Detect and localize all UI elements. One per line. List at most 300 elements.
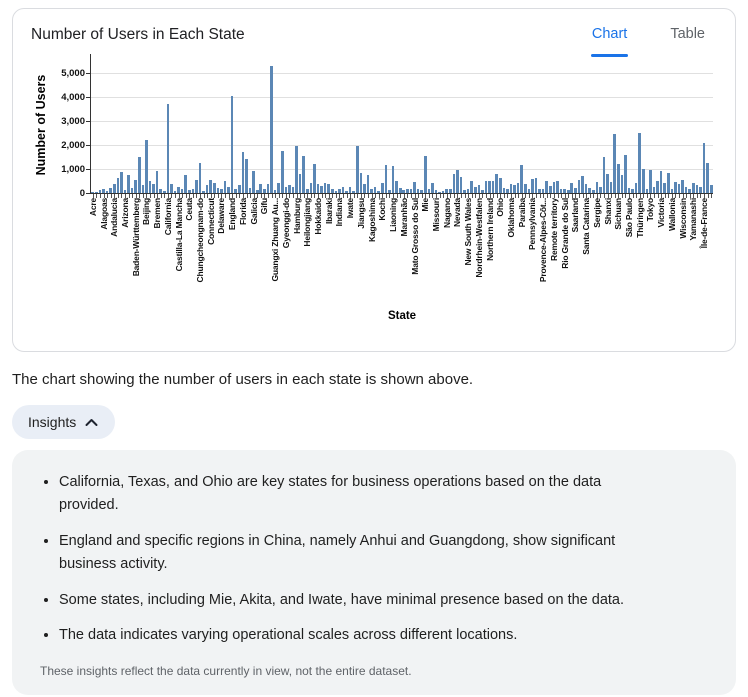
bar[interactable] <box>478 185 481 193</box>
bar[interactable] <box>481 190 484 193</box>
bar[interactable] <box>149 181 152 193</box>
bar[interactable] <box>663 183 666 193</box>
bar[interactable] <box>492 181 495 193</box>
x-tick-label: Mie <box>420 198 431 212</box>
bar[interactable] <box>538 189 541 193</box>
x-axis-tick <box>650 194 651 198</box>
bar[interactable] <box>206 185 209 193</box>
chevron-up-icon <box>85 418 98 427</box>
bar[interactable] <box>267 184 270 193</box>
x-axis-tick <box>461 194 462 198</box>
bar[interactable] <box>152 184 155 193</box>
x-axis-tick <box>561 194 562 198</box>
bar[interactable] <box>106 191 109 193</box>
bar[interactable] <box>360 173 363 193</box>
bar[interactable] <box>567 190 570 193</box>
bar[interactable] <box>263 189 266 193</box>
x-axis-tick <box>347 194 348 198</box>
bar[interactable] <box>156 171 159 193</box>
x-axis-tick <box>515 194 516 198</box>
bar[interactable] <box>370 189 373 193</box>
bar[interactable] <box>610 182 613 193</box>
bar[interactable] <box>585 184 588 193</box>
x-tick-label: Delaware <box>216 198 227 234</box>
bar[interactable] <box>388 190 391 193</box>
bar[interactable] <box>653 187 656 193</box>
bar[interactable] <box>424 156 427 193</box>
bar[interactable] <box>638 133 641 193</box>
x-axis-tick <box>343 194 344 198</box>
x-axis-tick <box>429 194 430 198</box>
bar[interactable] <box>177 187 180 193</box>
bar[interactable] <box>460 177 463 193</box>
x-axis-tick <box>490 194 491 198</box>
bar[interactable] <box>274 190 277 193</box>
bar[interactable] <box>127 175 130 193</box>
bar[interactable] <box>281 151 284 193</box>
bar[interactable] <box>524 184 527 193</box>
bar[interactable] <box>488 181 491 193</box>
x-axis-tick <box>268 194 269 198</box>
x-tick-label: Gifu <box>259 198 270 215</box>
x-axis-tick <box>125 194 126 198</box>
x-tick-label: Victoria <box>656 198 667 228</box>
x-axis-tick <box>336 194 337 198</box>
x-axis-tick <box>357 194 358 198</box>
x-axis-tick <box>554 194 555 198</box>
x-tick-label: Andalucia <box>109 198 120 237</box>
tab-table[interactable] <box>670 26 705 44</box>
bar[interactable] <box>588 188 591 193</box>
x-axis-tick <box>625 194 626 198</box>
x-tick-label: Pennsylvania <box>527 198 538 250</box>
x-tick-label: Guangxi Zhuang Au... <box>270 198 281 282</box>
bar[interactable] <box>199 163 202 193</box>
x-tick-label: Florida <box>237 198 248 225</box>
bar[interactable] <box>535 178 538 193</box>
bar[interactable] <box>549 186 552 193</box>
x-tick-label: Wisconsin <box>677 198 688 239</box>
insight-bullet: • The data indicates varying operational scales across different locations. <box>59 624 647 647</box>
bar[interactable] <box>520 165 523 193</box>
bar[interactable] <box>528 189 531 193</box>
x-axis-tick <box>372 194 373 198</box>
bar[interactable] <box>324 183 327 193</box>
gridline <box>91 97 713 98</box>
bar[interactable] <box>621 175 624 193</box>
bar[interactable] <box>635 183 638 193</box>
bar[interactable] <box>245 159 248 193</box>
x-axis-tick <box>297 194 298 198</box>
bar[interactable] <box>331 189 334 193</box>
bar[interactable] <box>234 189 237 193</box>
bar[interactable] <box>377 191 380 193</box>
x-tick-label: Castilla-La Mancha <box>173 198 184 272</box>
bar[interactable] <box>342 187 345 193</box>
bar[interactable] <box>317 184 320 193</box>
bar[interactable] <box>345 191 348 193</box>
insights-button-label: Insights <box>28 414 77 430</box>
x-tick-label: São Paulo <box>623 198 634 238</box>
bar[interactable] <box>192 189 195 193</box>
bar[interactable] <box>431 183 434 193</box>
x-axis-tick <box>93 194 94 198</box>
bar[interactable] <box>109 188 112 193</box>
bar[interactable] <box>249 188 252 193</box>
bar[interactable] <box>231 96 234 193</box>
bar[interactable] <box>442 191 445 193</box>
bar[interactable] <box>556 181 559 193</box>
x-axis-tick <box>411 194 412 198</box>
x-axis-tick <box>547 194 548 198</box>
x-axis-tick <box>600 194 601 198</box>
bar[interactable] <box>292 187 295 193</box>
bar[interactable] <box>685 187 688 193</box>
x-axis-tick <box>615 194 616 198</box>
bar[interactable] <box>277 183 280 193</box>
bar[interactable] <box>613 134 616 193</box>
bar[interactable] <box>120 172 123 193</box>
bar[interactable] <box>710 185 713 193</box>
x-axis-tick <box>633 194 634 198</box>
bar[interactable] <box>102 189 105 193</box>
x-axis-tick <box>472 194 473 198</box>
bar[interactable] <box>681 180 684 193</box>
bar[interactable] <box>181 189 184 193</box>
x-axis-tick <box>597 194 598 198</box>
bar[interactable] <box>699 187 702 193</box>
x-tick-label: Nordrhein-Westfalen <box>473 198 484 278</box>
bar[interactable] <box>467 189 470 193</box>
bar[interactable] <box>124 190 127 193</box>
x-axis-tick <box>636 194 637 198</box>
y-tick-label: 3,000 <box>61 116 85 127</box>
bar[interactable] <box>499 178 502 193</box>
x-axis-tick <box>214 194 215 198</box>
bar[interactable] <box>531 179 534 193</box>
x-axis-tick <box>150 194 151 198</box>
bar[interactable] <box>113 184 116 193</box>
x-tick-label: Baden-Württemberg <box>130 198 141 277</box>
x-axis-tick <box>407 194 408 198</box>
x-axis-tick <box>350 194 351 198</box>
card-header <box>13 9 735 44</box>
bar[interactable] <box>142 185 145 193</box>
x-axis-tick <box>422 194 423 198</box>
bar[interactable] <box>95 192 98 193</box>
bar[interactable] <box>184 175 187 193</box>
x-axis-tick <box>104 194 105 198</box>
bar[interactable] <box>252 171 255 193</box>
bar[interactable] <box>420 190 423 193</box>
bar[interactable] <box>327 184 330 193</box>
bar[interactable] <box>570 183 573 193</box>
bar[interactable] <box>392 166 395 193</box>
bar[interactable] <box>599 187 602 193</box>
x-axis-tick <box>261 194 262 198</box>
x-axis-tick <box>107 194 108 198</box>
bar[interactable] <box>399 188 402 193</box>
x-axis-tick <box>686 194 687 198</box>
bar[interactable] <box>356 146 359 193</box>
bar[interactable] <box>560 189 563 193</box>
x-axis-tick <box>690 194 691 198</box>
bar[interactable] <box>313 164 316 193</box>
bar[interactable] <box>310 183 313 193</box>
x-axis-tick <box>161 194 162 198</box>
x-axis-tick <box>243 194 244 198</box>
bar[interactable] <box>453 174 456 193</box>
x-axis-tick <box>239 194 240 198</box>
x-tick-label: Alagoas <box>98 198 109 230</box>
bar[interactable] <box>667 173 670 193</box>
bar[interactable] <box>195 180 198 193</box>
bar[interactable] <box>299 174 302 193</box>
bar[interactable] <box>134 180 137 193</box>
x-axis-tick <box>143 194 144 198</box>
x-axis-tick <box>525 194 526 198</box>
y-tick-label: 1,000 <box>61 164 85 175</box>
bar[interactable] <box>167 104 170 193</box>
bar[interactable] <box>285 187 288 193</box>
x-axis-tick <box>139 194 140 198</box>
bar[interactable] <box>574 188 577 193</box>
x-axis-tick <box>704 194 705 198</box>
bar[interactable] <box>174 191 177 193</box>
bar[interactable] <box>510 184 513 193</box>
bar[interactable] <box>338 189 341 193</box>
bar[interactable] <box>209 180 212 193</box>
bar[interactable] <box>352 191 355 193</box>
bar[interactable] <box>445 189 448 193</box>
bar[interactable] <box>660 171 663 193</box>
bar[interactable] <box>470 181 473 193</box>
x-axis-tick <box>486 194 487 198</box>
bar[interactable] <box>349 187 352 193</box>
x-tick-label: Arizona <box>119 198 130 228</box>
bar[interactable] <box>202 191 205 193</box>
bar[interactable] <box>335 191 338 193</box>
x-axis-tick <box>493 194 494 198</box>
x-axis-tick <box>389 194 390 198</box>
x-axis-tick <box>196 194 197 198</box>
bar[interactable] <box>631 189 634 193</box>
x-axis-tick <box>665 194 666 198</box>
bar[interactable] <box>131 188 134 193</box>
bar[interactable] <box>217 188 220 193</box>
tab-chart[interactable] <box>592 26 627 44</box>
bar[interactable] <box>456 170 459 193</box>
y-axis-line <box>90 54 91 194</box>
bar[interactable] <box>381 183 384 193</box>
bar[interactable] <box>410 189 413 193</box>
bar[interactable] <box>674 182 677 193</box>
x-axis-tick <box>622 194 623 198</box>
x-axis-title: State <box>387 310 417 322</box>
bar[interactable] <box>545 181 548 193</box>
x-tick-label: Mato Grosso do Sul <box>409 198 420 275</box>
x-tick-label: New South Wales <box>463 198 474 266</box>
x-axis-tick <box>121 194 122 198</box>
bar[interactable] <box>242 152 245 193</box>
bar[interactable] <box>159 189 162 193</box>
bar[interactable] <box>503 188 506 193</box>
bar[interactable] <box>91 192 94 193</box>
bar[interactable] <box>553 182 556 193</box>
bar[interactable] <box>435 190 438 193</box>
chart-caption: The chart showing the number of users in each state is shown above. <box>12 371 474 388</box>
x-axis-tick <box>171 194 172 198</box>
x-axis-tick <box>279 194 280 198</box>
bar[interactable] <box>145 140 148 193</box>
bar[interactable] <box>306 189 309 193</box>
bar[interactable] <box>163 191 166 193</box>
x-axis-tick <box>289 194 290 198</box>
bar[interactable] <box>99 190 102 193</box>
bar[interactable] <box>678 184 681 193</box>
x-axis-tick <box>200 194 201 198</box>
bar[interactable] <box>320 186 323 193</box>
bar[interactable] <box>374 187 377 193</box>
x-axis-tick <box>300 194 301 198</box>
bar[interactable] <box>706 163 709 193</box>
insight-bullet: • Some states, including Mie, Akita, and Iwate, have minimal presence based on the data. <box>59 589 647 612</box>
bar[interactable] <box>438 192 441 193</box>
x-axis-tick <box>250 194 251 198</box>
x-tick-label: Oklahoma <box>506 198 517 238</box>
bar[interactable] <box>506 189 509 193</box>
card-title: Number of Users in Each State <box>31 26 245 43</box>
bar[interactable] <box>649 170 652 193</box>
bar[interactable] <box>188 190 191 193</box>
bar[interactable] <box>385 165 388 193</box>
bar[interactable] <box>270 66 273 193</box>
bar[interactable] <box>581 176 584 193</box>
bar[interactable] <box>295 146 298 193</box>
x-axis-tick <box>679 194 680 198</box>
bar[interactable] <box>474 187 477 193</box>
x-axis-tick <box>164 194 165 198</box>
bar[interactable] <box>259 184 262 193</box>
x-axis-tick <box>529 194 530 198</box>
bar[interactable] <box>703 143 706 193</box>
x-axis-tick <box>282 194 283 198</box>
x-tick-label: Maranhão <box>398 198 409 237</box>
bar[interactable] <box>213 183 216 193</box>
insight-bullet: • England and specific regions in China, namely Anhui and Guangdong, show significant business activity. <box>59 530 647 577</box>
bar[interactable] <box>696 185 699 193</box>
bar[interactable] <box>656 181 659 193</box>
x-tick-label: Chungcheongnam-do <box>195 198 206 283</box>
bar[interactable] <box>513 185 516 193</box>
bar[interactable] <box>138 157 141 193</box>
bar[interactable] <box>413 182 416 193</box>
bar[interactable] <box>495 174 498 193</box>
x-axis-tick <box>654 194 655 198</box>
bar[interactable] <box>642 169 645 193</box>
x-axis-tick <box>504 194 505 198</box>
y-tick-label: 2,000 <box>61 140 85 151</box>
bar[interactable] <box>517 183 520 193</box>
x-axis-tick <box>479 194 480 198</box>
bar[interactable] <box>428 189 431 193</box>
bar[interactable] <box>367 175 370 193</box>
bar[interactable] <box>463 190 466 193</box>
bar[interactable] <box>671 189 674 193</box>
bar[interactable] <box>563 189 566 193</box>
x-axis-tick <box>536 194 537 198</box>
bar[interactable] <box>596 182 599 193</box>
x-axis-tick <box>418 194 419 198</box>
bar[interactable] <box>542 189 545 193</box>
bar[interactable] <box>220 189 223 193</box>
bar[interactable] <box>363 184 366 193</box>
bar[interactable] <box>170 184 173 193</box>
x-axis-tick <box>154 194 155 198</box>
bar[interactable] <box>238 185 241 193</box>
x-axis-tick <box>593 194 594 198</box>
x-axis-tick <box>393 194 394 198</box>
bar[interactable] <box>603 157 606 193</box>
x-axis-tick <box>307 194 308 198</box>
x-tick-label: Sergipe <box>591 198 602 228</box>
bar[interactable] <box>227 187 230 193</box>
bar[interactable] <box>628 188 631 193</box>
bar[interactable] <box>302 156 305 193</box>
x-tick-label: Iwate <box>345 198 356 219</box>
bar[interactable] <box>402 190 405 193</box>
bar[interactable] <box>617 164 620 193</box>
bar[interactable] <box>417 189 420 193</box>
bar[interactable] <box>485 181 488 193</box>
x-axis-tick <box>700 194 701 198</box>
x-axis-tick <box>314 194 315 198</box>
bar[interactable] <box>606 174 609 193</box>
x-axis-tick <box>443 194 444 198</box>
x-axis-tick <box>136 194 137 198</box>
bar[interactable] <box>449 189 452 193</box>
bar[interactable] <box>692 183 695 193</box>
insights-toggle-button[interactable] <box>12 405 115 439</box>
x-tick-label: Ceuta <box>184 198 195 221</box>
x-axis-tick <box>325 194 326 198</box>
bar[interactable] <box>646 189 649 193</box>
bar[interactable] <box>406 189 409 193</box>
x-axis-tick <box>683 194 684 198</box>
bar[interactable] <box>592 190 595 193</box>
bar[interactable] <box>578 180 581 193</box>
x-axis-tick <box>221 194 222 198</box>
x-tick-label: Missouri <box>430 198 441 232</box>
x-axis-tick <box>647 194 648 198</box>
bar[interactable] <box>224 181 227 193</box>
bar[interactable] <box>688 189 691 193</box>
bar[interactable] <box>288 185 291 193</box>
x-axis-tick <box>193 194 194 198</box>
x-axis-tick <box>447 194 448 198</box>
x-tick-label: Kagoshima <box>366 198 377 243</box>
x-axis-tick <box>604 194 605 198</box>
x-tick-label: Sichuan <box>613 198 624 230</box>
bar[interactable] <box>624 155 627 193</box>
bar[interactable] <box>395 181 398 193</box>
x-axis-tick <box>543 194 544 198</box>
bar[interactable] <box>117 178 120 193</box>
x-axis-tick <box>568 194 569 198</box>
bar[interactable] <box>256 190 259 193</box>
insights-panel <box>12 450 736 695</box>
x-axis-tick <box>468 194 469 198</box>
